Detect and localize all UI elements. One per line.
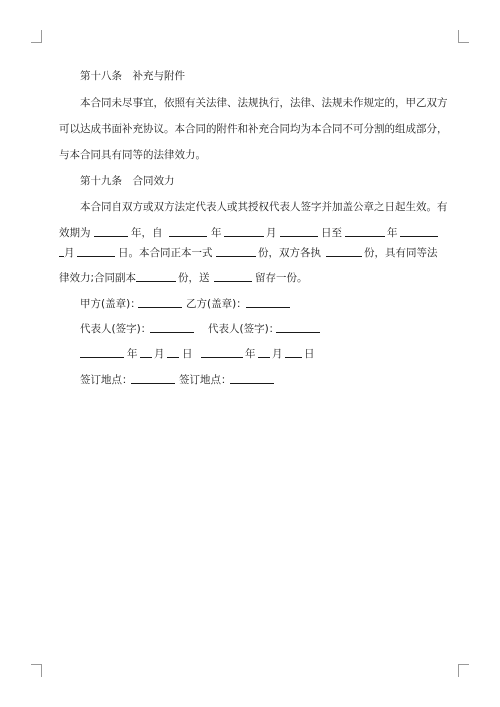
term-text-e: 日至 [321, 227, 342, 239]
date-b-day-label: 日 [304, 348, 315, 360]
blank-field[interactable] [216, 246, 256, 261]
blank-field[interactable] [169, 226, 207, 241]
blank-field[interactable] [400, 226, 438, 241]
crop-mark-bottom-right [458, 664, 469, 677]
rep-b-field[interactable] [276, 322, 320, 337]
duplicates-text-c: 留存一份。 [255, 272, 308, 284]
copies-text-b: 日。本合同正本一式 [118, 247, 213, 259]
article-18-text-line-1: 本合同未尽事宜，依照有关法律、法规执行，法律、法规未作规定的，甲乙双方 [80, 97, 448, 109]
blank-field[interactable] [136, 271, 176, 286]
article-18-text-line-3: 与本合同具有同等的法律效力。 [59, 149, 206, 161]
copies-text-a: 月 [64, 247, 75, 259]
blank-field[interactable] [214, 271, 252, 286]
blank-field[interactable] [280, 226, 318, 241]
rep-b-label: 代表人(签字)： [208, 323, 280, 335]
date-b-year-label: 年 [245, 348, 256, 360]
blank-field[interactable] [77, 246, 115, 261]
term-text-a: 效期为 [59, 227, 91, 239]
place-b-field[interactable] [230, 373, 274, 388]
place-a-label: 签订地点： [80, 374, 133, 386]
crop-mark-top-right [458, 30, 469, 43]
date-a-month-label: 月 [154, 348, 165, 360]
date-b-month-field[interactable] [258, 347, 270, 362]
term-text-b: 年，自 [131, 227, 163, 239]
term-text-c: 年 [211, 227, 222, 239]
date-a-day-field[interactable] [167, 347, 179, 362]
date-b-month-label: 月 [272, 348, 283, 360]
term-text-f: 年 [387, 227, 398, 239]
article-18-heading: 第十八条 补充与附件 [80, 70, 185, 82]
date-a-month-field[interactable] [140, 347, 152, 362]
party-a-seal-field[interactable] [138, 297, 182, 312]
party-b-seal-field[interactable] [246, 297, 290, 312]
blank-field[interactable] [345, 226, 385, 241]
rep-a-field[interactable] [150, 322, 194, 337]
crop-mark-top-left [31, 30, 42, 43]
article-19-text-line-1: 本合同自双方或双方法定代表人或其授权代表人签字并加盖公章之日起生效。有 [80, 201, 448, 213]
duplicates-text-b: 份，送 [178, 272, 210, 284]
date-a-day-label: 日 [182, 348, 193, 360]
term-text-d: 月 [266, 227, 277, 239]
copies-text-c: 份，双方各执 [258, 247, 321, 259]
date-b-year-field[interactable] [201, 347, 243, 362]
article-19-heading: 第十九条 合同效力 [80, 175, 175, 187]
copies-text-d: 份，具有同等法 [364, 247, 438, 259]
date-b-day-field[interactable] [285, 347, 302, 362]
party-b-seal-label: 乙方(盖章)： [186, 298, 247, 310]
crop-mark-bottom-left [31, 664, 42, 677]
party-a-seal-label: 甲方(盖章)： [80, 298, 141, 310]
date-a-year-label: 年 [127, 348, 138, 360]
article-18-text-line-2: 可以达成书面补充协议。本合同的附件和补充合同均为本合同不可分割的组成部分， [59, 123, 448, 135]
duplicates-text-a: 律效力;合同副本 [59, 272, 137, 284]
rep-a-label: 代表人(签字)： [80, 323, 152, 335]
date-a-year-field[interactable] [80, 347, 124, 362]
place-b-label: 签订地点： [179, 374, 232, 386]
blank-field[interactable] [224, 226, 264, 241]
blank-field[interactable] [94, 226, 128, 237]
place-a-field[interactable] [131, 373, 175, 388]
blank-field[interactable] [326, 246, 362, 261]
